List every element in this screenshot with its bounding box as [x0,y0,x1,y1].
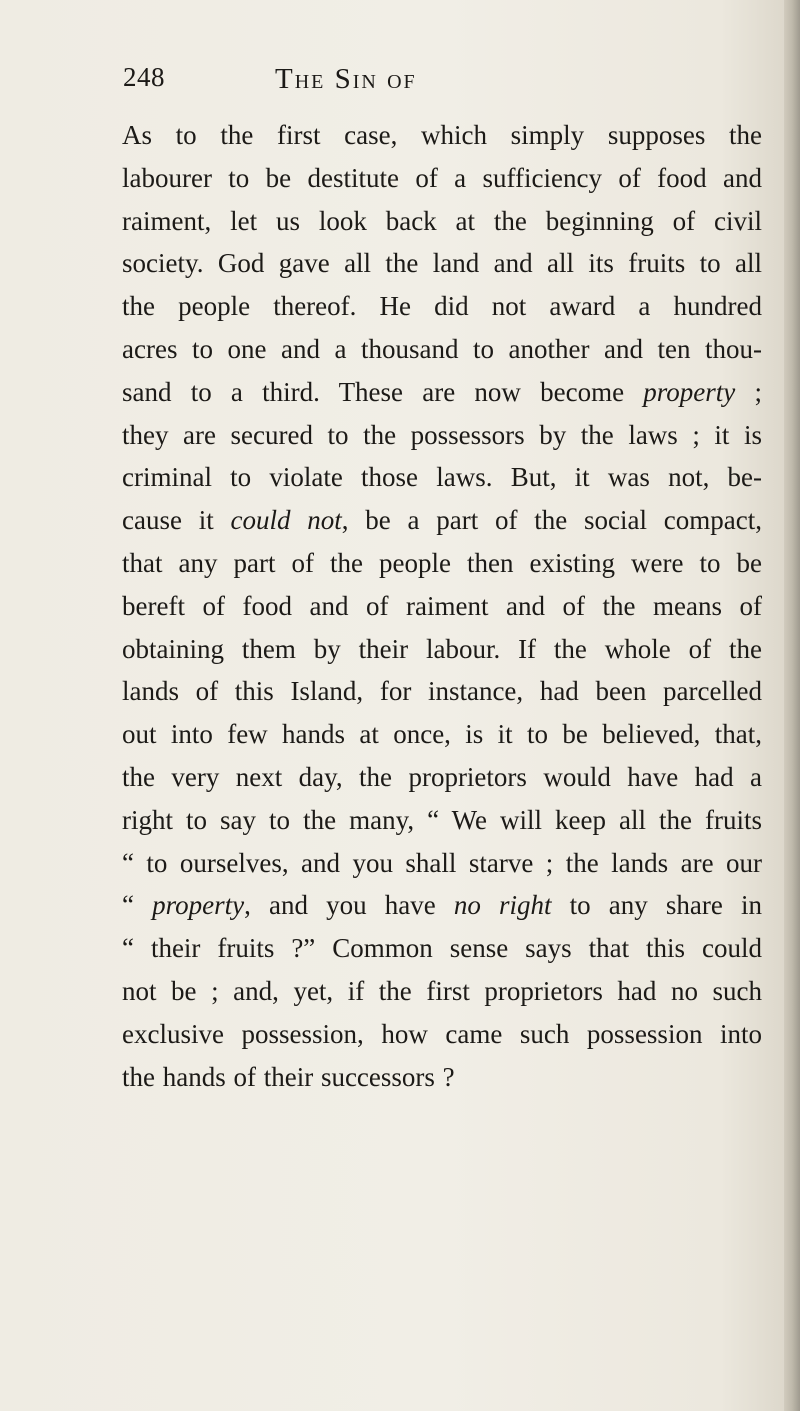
text-run: raiment, let us look back at the beginning of civil [122,205,762,236]
italic-text: no right [453,890,552,921]
text-line [122,756,762,799]
text-run: to any share in [551,890,763,921]
text-run: obtaining them by their labour. If the whole of the [122,633,762,664]
text-line [122,1056,762,1099]
text-run: “ to ourselves, and you shall starve ; the lands are our [122,847,762,878]
text-line [122,927,762,970]
text-run: not be ; and, yet, if the first proprietors had no such [122,975,762,1006]
page-number: 248 [123,62,165,92]
text-line [122,371,762,414]
running-head: The Sin of [275,63,417,95]
text-run: out into few hands at once, is it to be believed, that, [122,719,762,750]
text-line [122,799,762,842]
text-line [122,157,762,200]
text-line [122,670,762,713]
body-paragraph [122,114,762,1098]
text-run: right to say to the many, “ We will keep all the fruits [122,804,762,835]
text-line [122,542,762,585]
text-line [122,114,762,157]
text-run: lands of this Island, for instance, had been parcelled [122,676,762,707]
text-run: the hands of their successors ? [122,1061,455,1092]
text-line [122,328,762,371]
text-run: the very next day, the proprietors would have had a [122,761,762,792]
text-run: bereft of food and of raiment and of the means of [122,590,762,621]
text-line [122,1013,762,1056]
text-line [122,585,762,628]
text-run: society. God gave all the land and all its fruits to all [122,248,762,279]
text-line [122,970,762,1013]
text-run: , and you have [244,890,454,921]
text-run: As to the first case, which simply supposes the [122,120,762,150]
text-run: that any part of the people then existing were to be [122,547,762,578]
text-line [122,285,762,328]
text-run: they are secured to the possessors by the laws ; it is [122,419,762,450]
text-run: “ [122,890,153,921]
text-run: exclusive possession, how came such possession into [122,1018,762,1049]
text-line [122,628,762,671]
page-header [0,62,800,102]
text-line [122,456,762,499]
text-line [122,842,762,885]
text-run: the people thereof. He did not award a hundred [122,291,762,322]
text-line [122,499,762,542]
page-edge-shadow [784,0,800,1411]
text-run: sand to a third. These are now become [122,376,644,407]
text-run: criminal to violate those laws. But, it was not, be- [122,462,762,493]
text-run: cause it [122,505,231,536]
italic-text: property [643,376,736,407]
text-line [122,713,762,756]
italic-text: property [152,890,245,921]
text-run: ; [735,376,762,407]
italic-text: could not [230,505,342,536]
text-line [122,242,762,285]
text-run: acres to one and a thousand to another and ten thou- [122,333,762,364]
text-line [122,414,762,457]
text-run: , be a part of the social compact, [341,505,762,536]
text-line [122,200,762,243]
text-run: labourer to be destitute of a sufficiency of food and [122,162,762,193]
text-line [122,884,762,927]
text-run: “ their fruits ?” Common sense says that this could [122,933,762,964]
